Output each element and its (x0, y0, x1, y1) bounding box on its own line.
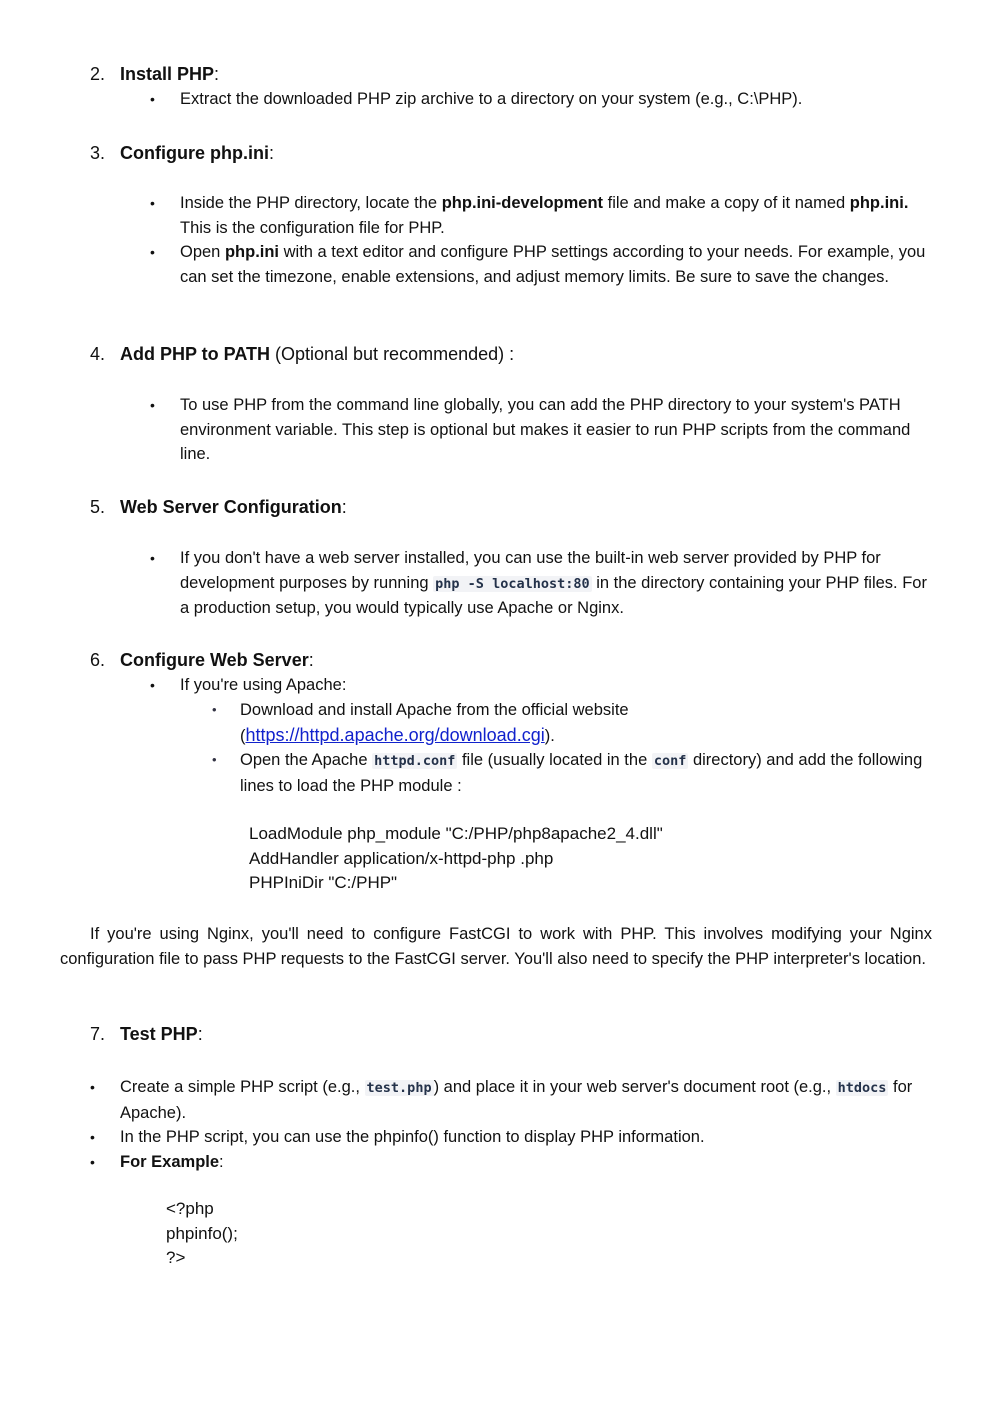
step-4-heading (90, 342, 514, 367)
list-item (90, 1075, 932, 1125)
list-item (150, 240, 932, 289)
step-number: 5. (90, 497, 106, 517)
list-item-text: In the PHP script, you can use the phpinfo() function to display PHP information. (120, 1128, 705, 1146)
apache-download-link[interactable]: https://httpd.apache.org/download.cgi (245, 724, 545, 745)
filename-bold: php.ini (224, 243, 280, 261)
step-7-heading (90, 1022, 203, 1047)
bullet-icon: • (150, 195, 155, 211)
list-item (90, 1125, 932, 1150)
step-5-heading (90, 495, 347, 520)
text-run: in the directory containing your PHP files. For a production setup, you would typically use Apache or Nginx. (180, 573, 927, 617)
bullet-icon: • (212, 752, 217, 767)
inline-code: conf (653, 753, 687, 769)
bullet-icon: • (150, 397, 155, 413)
code-line: PHPIniDir "C:/PHP" (249, 873, 398, 892)
code-line: LoadModule php_module "C:/PHP/php8apache2_4.dll" (249, 824, 663, 843)
php-test-code (166, 1197, 238, 1271)
text-run: Download and install Apache from the official website ( (240, 701, 629, 745)
inline-code: htdocs (837, 1080, 887, 1096)
list-item (90, 1150, 932, 1175)
bullet-icon: • (150, 244, 155, 260)
text-run: This is the configuration file for PHP. (180, 218, 445, 237)
list-item (150, 393, 932, 467)
step-title: Web Server Configuration (120, 497, 342, 517)
step-number: 7. (90, 1024, 106, 1044)
step-3-bullets (150, 191, 932, 289)
text-run: directory) and add the following lines to load the PHP module : (240, 751, 923, 795)
list-item (212, 698, 932, 748)
list-item (150, 87, 940, 112)
step-2-heading (90, 62, 219, 87)
step-colon: : (197, 1024, 203, 1044)
list-item-text: To use PHP from the command line globally, you can add the PHP directory to your system's PATH environment variable. This step is optional but makes it easier to run PHP scripts from the command line. (180, 396, 911, 463)
step-5-bullets (150, 546, 935, 621)
step-title: Add PHP to PATH (120, 344, 270, 364)
inline-code: test.php (366, 1080, 432, 1096)
text-run: ) and place it in your web server's document root (e.g., (433, 1078, 836, 1096)
text-run: for Apache). (120, 1078, 913, 1122)
bullet-icon: • (212, 702, 217, 717)
code-line: AddHandler application/x-httpd-php .php (249, 848, 554, 868)
bullet-icon: • (150, 91, 155, 107)
bullet-icon: • (90, 1129, 95, 1145)
code-line: ?> (166, 1248, 186, 1267)
filename-bold: php.ini-development (441, 194, 604, 212)
step-title: Test PHP (120, 1024, 198, 1044)
step-2-bullets (150, 87, 940, 112)
list-item-text: If you're using Apache: (180, 676, 347, 694)
list-item (150, 191, 932, 240)
step-3-heading (90, 141, 274, 166)
for-example-label: For Example (120, 1152, 220, 1171)
list-item (150, 673, 932, 698)
list-item-text: Extract the downloaded PHP zip archive to a directory on your system (e.g., C:\PHP). (180, 90, 803, 108)
step-7-bullets (90, 1075, 932, 1174)
nginx-paragraph: If you're using Nginx, you'll need to configure FastCGI to work with PHP. This involves modifying your Nginx configuration file to pass PHP requests to the FastCGI server. You'll also need to specify the PHP interpreter's location. (60, 925, 932, 968)
text-run: Open the Apache (240, 751, 373, 769)
step-colon: : (308, 650, 314, 670)
step-colon: : (214, 64, 220, 84)
step-6-subbullets (212, 698, 932, 798)
apache-config-code (249, 822, 663, 896)
step-6-heading (90, 648, 314, 673)
text-run: with a text editor and configure PHP settings according to your needs. For example, you can set the timezone, enable extensions, and adjust memory limits. Be sure to save the changes. (180, 243, 926, 286)
step-colon: : (341, 497, 347, 517)
bullet-icon: • (150, 677, 155, 693)
code-line: <?php (166, 1199, 214, 1218)
step-4-bullets (150, 393, 932, 467)
step-number: 3. (90, 143, 106, 163)
step-optional-note: (Optional but recommended) : (270, 344, 515, 364)
step-number: 6. (90, 650, 106, 670)
step-colon: : (268, 143, 274, 163)
text-run: Open (180, 243, 225, 261)
bullet-icon: • (90, 1153, 95, 1170)
step-6-bullets (150, 673, 932, 698)
bullet-icon: • (90, 1079, 95, 1095)
bullet-icon: • (150, 550, 155, 566)
step-number: 2. (90, 64, 106, 84)
step-title: Configure Web Server (120, 650, 309, 670)
text-run: Create a simple PHP script (e.g., (120, 1078, 365, 1096)
step-title: Configure php.ini (120, 143, 269, 163)
step-number: 4. (90, 344, 106, 364)
text-run: If you don't have a web server installed, you can use the built-in web server provided by PHP for development purposes by running (180, 549, 881, 592)
list-item (150, 546, 935, 621)
step-title: Install PHP (120, 64, 215, 84)
text-run: ). (544, 726, 555, 745)
text-run: Inside the PHP directory, locate the (180, 194, 442, 212)
list-item (212, 748, 932, 798)
text-run: : (219, 1152, 224, 1171)
inline-code: httpd.conf (374, 753, 456, 769)
inline-code: php -S localhost:80 (435, 575, 590, 592)
text-run: file and make a copy of it named (603, 194, 850, 212)
text-run: file (usually located in the (457, 751, 652, 769)
code-line: phpinfo(); (166, 1223, 238, 1243)
filename-bold: php.ini. (849, 194, 909, 212)
